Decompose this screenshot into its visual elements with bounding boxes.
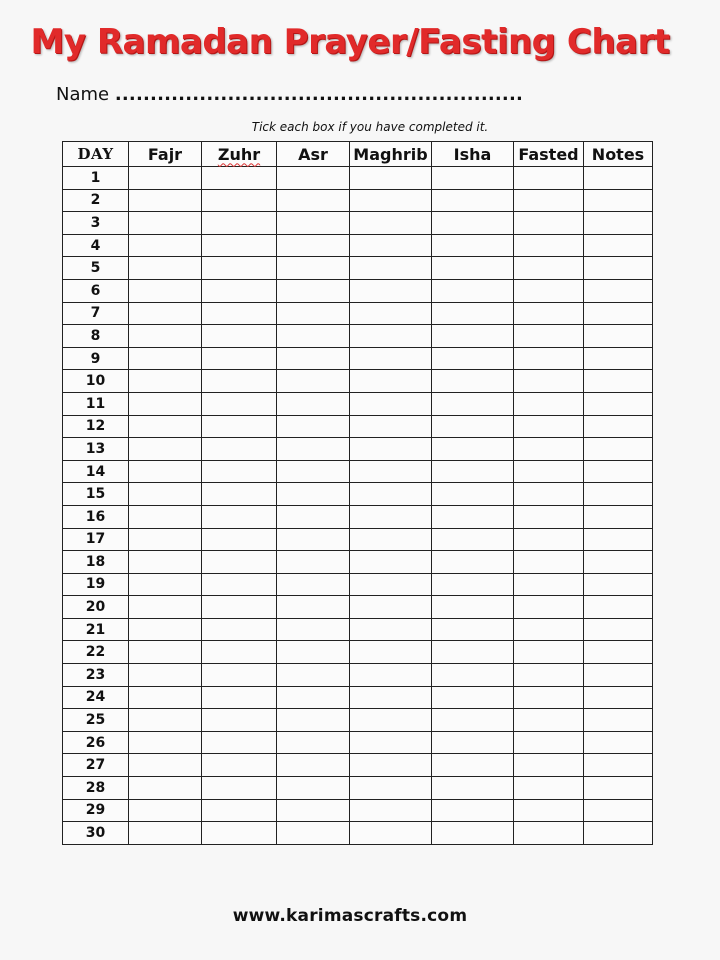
fasted-cell[interactable]	[514, 551, 584, 574]
maghrib-cell[interactable]	[350, 438, 432, 461]
asr-cell[interactable]	[277, 822, 350, 845]
notes-cell[interactable]	[584, 257, 653, 280]
day-number: 2	[63, 189, 129, 212]
table-row	[63, 370, 653, 393]
day-number: 29	[63, 799, 129, 822]
isha-cell[interactable]	[432, 167, 514, 190]
fajr-cell[interactable]	[129, 167, 202, 190]
maghrib-cell[interactable]	[350, 167, 432, 190]
isha-cell[interactable]	[432, 415, 514, 438]
day-number: 25	[63, 709, 129, 732]
notes-cell[interactable]	[584, 596, 653, 619]
day-number: 26	[63, 731, 129, 754]
maghrib-cell[interactable]	[350, 257, 432, 280]
asr-cell[interactable]	[277, 709, 350, 732]
fasted-cell[interactable]	[514, 234, 584, 257]
maghrib-cell[interactable]	[350, 709, 432, 732]
isha-cell[interactable]	[432, 234, 514, 257]
maghrib-cell[interactable]	[350, 370, 432, 393]
maghrib-cell[interactable]	[350, 505, 432, 528]
table-row	[63, 505, 653, 528]
day-number: 16	[63, 505, 129, 528]
isha-cell[interactable]	[432, 731, 514, 754]
isha-cell[interactable]	[432, 709, 514, 732]
asr-cell[interactable]	[277, 505, 350, 528]
fasted-cell[interactable]	[514, 686, 584, 709]
asr-cell[interactable]	[277, 777, 350, 800]
fasted-cell[interactable]	[514, 483, 584, 506]
maghrib-cell[interactable]	[350, 189, 432, 212]
asr-cell[interactable]	[277, 212, 350, 235]
fajr-cell[interactable]	[129, 302, 202, 325]
notes-cell[interactable]	[584, 573, 653, 596]
asr-cell[interactable]	[277, 641, 350, 664]
table-row	[63, 279, 653, 302]
fasted-cell[interactable]	[514, 392, 584, 415]
isha-cell[interactable]	[432, 777, 514, 800]
isha-cell[interactable]	[432, 664, 514, 687]
notes-cell[interactable]	[584, 212, 653, 235]
zuhr-cell[interactable]	[202, 167, 277, 190]
zuhr-cell[interactable]	[202, 551, 277, 574]
prayer-fasting-table	[62, 141, 653, 845]
table-row	[63, 664, 653, 687]
fajr-cell[interactable]	[129, 325, 202, 348]
fajr-cell[interactable]	[129, 234, 202, 257]
isha-cell[interactable]	[432, 528, 514, 551]
table-row	[63, 460, 653, 483]
zuhr-cell[interactable]	[202, 573, 277, 596]
table-row	[63, 234, 653, 257]
isha-cell[interactable]	[432, 302, 514, 325]
fasted-cell[interactable]	[514, 596, 584, 619]
asr-cell[interactable]	[277, 483, 350, 506]
asr-cell[interactable]	[277, 551, 350, 574]
asr-cell[interactable]	[277, 392, 350, 415]
day-number: 8	[63, 325, 129, 348]
notes-cell[interactable]	[584, 686, 653, 709]
notes-cell[interactable]	[584, 731, 653, 754]
fajr-cell[interactable]	[129, 596, 202, 619]
notes-cell[interactable]	[584, 618, 653, 641]
fasted-cell[interactable]	[514, 415, 584, 438]
notes-cell[interactable]	[584, 777, 653, 800]
fasted-cell[interactable]	[514, 347, 584, 370]
zuhr-cell[interactable]	[202, 279, 277, 302]
notes-cell[interactable]	[584, 460, 653, 483]
fasted-cell[interactable]	[514, 573, 584, 596]
fasted-cell[interactable]	[514, 370, 584, 393]
zuhr-cell[interactable]	[202, 189, 277, 212]
fasted-cell[interactable]	[514, 709, 584, 732]
zuhr-cell[interactable]	[202, 212, 277, 235]
zuhr-cell[interactable]	[202, 641, 277, 664]
asr-cell[interactable]	[277, 686, 350, 709]
isha-cell[interactable]	[432, 189, 514, 212]
header-isha: Isha	[432, 142, 514, 167]
day-number: 27	[63, 754, 129, 777]
notes-cell[interactable]	[584, 754, 653, 777]
fasted-cell[interactable]	[514, 618, 584, 641]
fasted-cell[interactable]	[514, 822, 584, 845]
isha-cell[interactable]	[432, 686, 514, 709]
zuhr-cell[interactable]	[202, 505, 277, 528]
fasted-cell[interactable]	[514, 460, 584, 483]
maghrib-cell[interactable]	[350, 754, 432, 777]
fasted-cell[interactable]	[514, 754, 584, 777]
asr-cell[interactable]	[277, 754, 350, 777]
fajr-cell[interactable]	[129, 754, 202, 777]
isha-cell[interactable]	[432, 573, 514, 596]
fasted-cell[interactable]	[514, 279, 584, 302]
table-row	[63, 212, 653, 235]
fajr-cell[interactable]	[129, 212, 202, 235]
fajr-cell[interactable]	[129, 257, 202, 280]
notes-cell[interactable]	[584, 392, 653, 415]
notes-cell[interactable]	[584, 370, 653, 393]
asr-cell[interactable]	[277, 664, 350, 687]
fasted-cell[interactable]	[514, 438, 584, 461]
day-number: 19	[63, 573, 129, 596]
isha-cell[interactable]	[432, 596, 514, 619]
isha-cell[interactable]	[432, 754, 514, 777]
fajr-cell[interactable]	[129, 528, 202, 551]
fajr-cell[interactable]	[129, 618, 202, 641]
notes-cell[interactable]	[584, 415, 653, 438]
notes-cell[interactable]	[584, 641, 653, 664]
table-row	[63, 392, 653, 415]
isha-cell[interactable]	[432, 438, 514, 461]
maghrib-cell[interactable]	[350, 618, 432, 641]
notes-cell[interactable]	[584, 302, 653, 325]
day-number: 21	[63, 618, 129, 641]
zuhr-cell[interactable]	[202, 664, 277, 687]
day-number: 11	[63, 392, 129, 415]
fajr-cell[interactable]	[129, 799, 202, 822]
fasted-cell[interactable]	[514, 325, 584, 348]
zuhr-cell[interactable]	[202, 754, 277, 777]
fajr-cell[interactable]	[129, 483, 202, 506]
fajr-cell[interactable]	[129, 573, 202, 596]
isha-cell[interactable]	[432, 257, 514, 280]
zuhr-cell[interactable]	[202, 234, 277, 257]
table-row	[63, 483, 653, 506]
asr-cell[interactable]	[277, 234, 350, 257]
maghrib-cell[interactable]	[350, 392, 432, 415]
zuhr-cell[interactable]	[202, 438, 277, 461]
table-row	[63, 189, 653, 212]
header-day: DAY	[63, 142, 129, 167]
asr-cell[interactable]	[277, 167, 350, 190]
zuhr-cell[interactable]	[202, 257, 277, 280]
asr-cell[interactable]	[277, 415, 350, 438]
zuhr-cell[interactable]	[202, 370, 277, 393]
zuhr-cell[interactable]	[202, 415, 277, 438]
header-fasted: Fasted	[514, 142, 584, 167]
notes-cell[interactable]	[584, 483, 653, 506]
asr-cell[interactable]	[277, 438, 350, 461]
table-row	[63, 641, 653, 664]
table-row	[63, 596, 653, 619]
zuhr-cell[interactable]	[202, 347, 277, 370]
table-row	[63, 709, 653, 732]
table-row	[63, 415, 653, 438]
isha-cell[interactable]	[432, 799, 514, 822]
day-number: 3	[63, 212, 129, 235]
maghrib-cell[interactable]	[350, 664, 432, 687]
table-row	[63, 528, 653, 551]
notes-cell[interactable]	[584, 709, 653, 732]
zuhr-cell[interactable]	[202, 799, 277, 822]
day-number: 22	[63, 641, 129, 664]
zuhr-cell[interactable]	[202, 325, 277, 348]
maghrib-cell[interactable]	[350, 234, 432, 257]
day-number: 4	[63, 234, 129, 257]
isha-cell[interactable]	[432, 618, 514, 641]
header-notes: Notes	[584, 142, 653, 167]
asr-cell[interactable]	[277, 731, 350, 754]
asr-cell[interactable]	[277, 347, 350, 370]
maghrib-cell[interactable]	[350, 212, 432, 235]
isha-cell[interactable]	[432, 505, 514, 528]
maghrib-cell[interactable]	[350, 573, 432, 596]
maghrib-cell[interactable]	[350, 347, 432, 370]
maghrib-cell[interactable]	[350, 551, 432, 574]
maghrib-cell[interactable]	[350, 799, 432, 822]
fasted-cell[interactable]	[514, 641, 584, 664]
zuhr-cell[interactable]	[202, 709, 277, 732]
table-row	[63, 618, 653, 641]
fajr-cell[interactable]	[129, 370, 202, 393]
header-maghrib: Maghrib	[350, 142, 432, 167]
notes-cell[interactable]	[584, 528, 653, 551]
day-number: 7	[63, 302, 129, 325]
zuhr-cell[interactable]	[202, 483, 277, 506]
asr-cell[interactable]	[277, 528, 350, 551]
header-zuhr-label: Zuhr	[217, 144, 261, 164]
fajr-cell[interactable]	[129, 505, 202, 528]
asr-cell[interactable]	[277, 279, 350, 302]
asr-cell[interactable]	[277, 189, 350, 212]
zuhr-cell[interactable]	[202, 392, 277, 415]
name-fill-line: ..........................................................	[114, 84, 524, 105]
maghrib-cell[interactable]	[350, 686, 432, 709]
isha-cell[interactable]	[432, 370, 514, 393]
fajr-cell[interactable]	[129, 279, 202, 302]
day-number: 5	[63, 257, 129, 280]
maghrib-cell[interactable]	[350, 415, 432, 438]
day-number: 9	[63, 347, 129, 370]
table-row	[63, 777, 653, 800]
zuhr-cell[interactable]	[202, 822, 277, 845]
fasted-cell[interactable]	[514, 777, 584, 800]
maghrib-cell[interactable]	[350, 302, 432, 325]
notes-cell[interactable]	[584, 551, 653, 574]
day-number: 12	[63, 415, 129, 438]
table-row	[63, 347, 653, 370]
maghrib-cell[interactable]	[350, 777, 432, 800]
zuhr-cell[interactable]	[202, 618, 277, 641]
maghrib-cell[interactable]	[350, 460, 432, 483]
asr-cell[interactable]	[277, 302, 350, 325]
day-number: 28	[63, 777, 129, 800]
day-number: 18	[63, 551, 129, 574]
table-row	[63, 686, 653, 709]
fajr-cell[interactable]	[129, 641, 202, 664]
notes-cell[interactable]	[584, 438, 653, 461]
notes-cell[interactable]	[584, 347, 653, 370]
table-row	[63, 257, 653, 280]
notes-cell[interactable]	[584, 279, 653, 302]
header-fajr: Fajr	[129, 142, 202, 167]
day-number: 24	[63, 686, 129, 709]
isha-cell[interactable]	[432, 641, 514, 664]
notes-cell[interactable]	[584, 822, 653, 845]
isha-cell[interactable]	[432, 279, 514, 302]
table-row	[63, 573, 653, 596]
name-label: Name	[56, 84, 110, 105]
maghrib-cell[interactable]	[350, 822, 432, 845]
day-number: 30	[63, 822, 129, 845]
table-row	[63, 754, 653, 777]
footer-url: www.karimascrafts.com	[232, 906, 468, 926]
notes-cell[interactable]	[584, 189, 653, 212]
table-row	[63, 731, 653, 754]
maghrib-cell[interactable]	[350, 596, 432, 619]
fajr-cell[interactable]	[129, 189, 202, 212]
fajr-cell[interactable]	[129, 686, 202, 709]
asr-cell[interactable]	[277, 370, 350, 393]
instruction-text: Tick each box if you have completed it.	[251, 120, 489, 134]
isha-cell[interactable]	[432, 460, 514, 483]
isha-cell[interactable]	[432, 212, 514, 235]
maghrib-cell[interactable]	[350, 641, 432, 664]
name-line	[56, 84, 523, 105]
fajr-cell[interactable]	[129, 460, 202, 483]
fajr-cell[interactable]	[129, 347, 202, 370]
isha-cell[interactable]	[432, 822, 514, 845]
notes-cell[interactable]	[584, 799, 653, 822]
isha-cell[interactable]	[432, 325, 514, 348]
fasted-cell[interactable]	[514, 189, 584, 212]
maghrib-cell[interactable]	[350, 483, 432, 506]
fajr-cell[interactable]	[129, 438, 202, 461]
zuhr-cell[interactable]	[202, 528, 277, 551]
asr-cell[interactable]	[277, 573, 350, 596]
notes-cell[interactable]	[584, 505, 653, 528]
asr-cell[interactable]	[277, 799, 350, 822]
zuhr-cell[interactable]	[202, 777, 277, 800]
notes-cell[interactable]	[584, 664, 653, 687]
table-row	[63, 799, 653, 822]
fajr-cell[interactable]	[129, 822, 202, 845]
fasted-cell[interactable]	[514, 212, 584, 235]
maghrib-cell[interactable]	[350, 528, 432, 551]
asr-cell[interactable]	[277, 460, 350, 483]
fasted-cell[interactable]	[514, 505, 584, 528]
fasted-cell[interactable]	[514, 167, 584, 190]
page-title: My Ramadan Prayer/Fasting Chart	[30, 22, 670, 62]
day-number: 1	[63, 167, 129, 190]
zuhr-cell[interactable]	[202, 686, 277, 709]
asr-cell[interactable]	[277, 618, 350, 641]
table-row	[63, 551, 653, 574]
zuhr-cell[interactable]	[202, 460, 277, 483]
fasted-cell[interactable]	[514, 528, 584, 551]
day-number: 17	[63, 528, 129, 551]
maghrib-cell[interactable]	[350, 325, 432, 348]
fasted-cell[interactable]	[514, 731, 584, 754]
notes-cell[interactable]	[584, 167, 653, 190]
fajr-cell[interactable]	[129, 731, 202, 754]
notes-cell[interactable]	[584, 325, 653, 348]
fajr-cell[interactable]	[129, 709, 202, 732]
maghrib-cell[interactable]	[350, 731, 432, 754]
isha-cell[interactable]	[432, 392, 514, 415]
asr-cell[interactable]	[277, 257, 350, 280]
isha-cell[interactable]	[432, 483, 514, 506]
fajr-cell[interactable]	[129, 415, 202, 438]
table-row	[63, 302, 653, 325]
table-header-row	[63, 142, 653, 167]
notes-cell[interactable]	[584, 234, 653, 257]
asr-cell[interactable]	[277, 325, 350, 348]
fasted-cell[interactable]	[514, 664, 584, 687]
zuhr-cell[interactable]	[202, 596, 277, 619]
day-number: 10	[63, 370, 129, 393]
table-row	[63, 438, 653, 461]
fasted-cell[interactable]	[514, 257, 584, 280]
table-row	[63, 325, 653, 348]
fasted-cell[interactable]	[514, 302, 584, 325]
asr-cell[interactable]	[277, 596, 350, 619]
isha-cell[interactable]	[432, 347, 514, 370]
header-zuhr	[202, 142, 277, 167]
fajr-cell[interactable]	[129, 392, 202, 415]
fajr-cell[interactable]	[129, 664, 202, 687]
fajr-cell[interactable]	[129, 551, 202, 574]
day-number: 6	[63, 279, 129, 302]
table-row	[63, 167, 653, 190]
fajr-cell[interactable]	[129, 777, 202, 800]
day-number: 20	[63, 596, 129, 619]
day-number: 23	[63, 664, 129, 687]
zuhr-cell[interactable]	[202, 302, 277, 325]
fasted-cell[interactable]	[514, 799, 584, 822]
maghrib-cell[interactable]	[350, 279, 432, 302]
table-row	[63, 822, 653, 845]
day-number: 13	[63, 438, 129, 461]
day-number: 14	[63, 460, 129, 483]
header-asr: Asr	[277, 142, 350, 167]
isha-cell[interactable]	[432, 551, 514, 574]
day-number: 15	[63, 483, 129, 506]
zuhr-cell[interactable]	[202, 731, 277, 754]
